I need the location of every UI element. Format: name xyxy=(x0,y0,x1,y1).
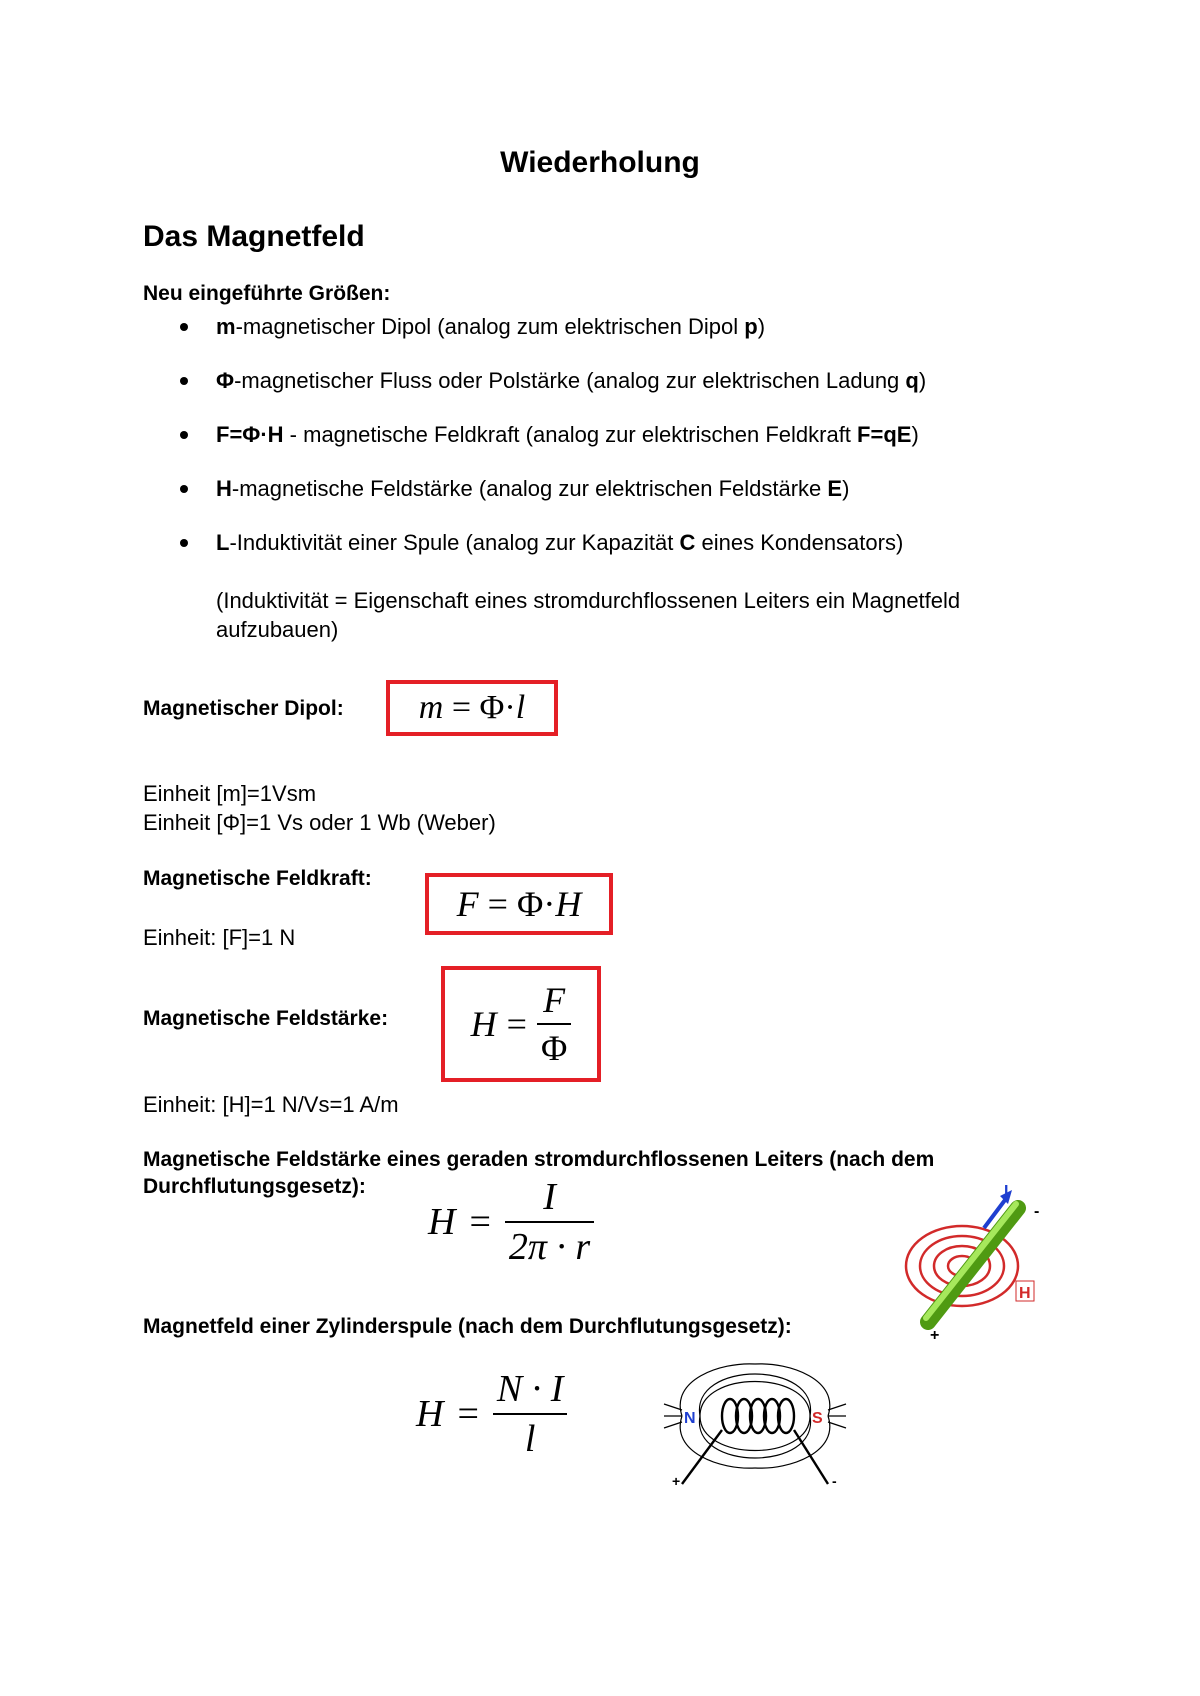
formula-symbol: Φ xyxy=(479,689,505,726)
formula-equals: = xyxy=(469,1201,491,1243)
list-item xyxy=(180,474,1080,503)
item-symbol: F=Φ·H xyxy=(216,422,284,447)
list-item xyxy=(180,528,1080,557)
list-item xyxy=(180,420,1080,449)
fraction-numerator: I xyxy=(543,1176,556,1218)
formula-fraction xyxy=(505,1175,594,1269)
inductance-note: (Induktivität = Eigenschaft eines stromdurchflossenen Leiters ein Magnetfeld aufzubauen) xyxy=(216,588,961,642)
item-analog: q xyxy=(905,368,919,393)
bullet-icon xyxy=(180,377,188,385)
bullet-icon xyxy=(180,431,188,439)
solenoid-figure xyxy=(660,1360,850,1488)
plus-sign: + xyxy=(672,1473,681,1488)
fraction-denominator: Φ xyxy=(540,1028,568,1068)
formula-symbol: l xyxy=(515,689,526,726)
strength-unit: Einheit: [H]=1 N/Vs=1 A/m xyxy=(143,1092,399,1117)
item-symbol: L xyxy=(216,530,230,555)
dipole-unit-m: Einheit [m]=1Vsm xyxy=(143,781,317,806)
bullet-icon xyxy=(180,323,188,331)
formula-equals: = xyxy=(457,1393,479,1435)
formula-symbol: H xyxy=(416,1393,444,1435)
straight-conductor-figure xyxy=(900,1180,1060,1340)
formula-symbol: H xyxy=(428,1201,456,1243)
plus-sign: + xyxy=(930,1327,940,1340)
minus-sign: - xyxy=(832,1473,837,1488)
item-symbol: m xyxy=(216,314,236,339)
intro-label: Neu eingeführte Größen: xyxy=(143,282,391,305)
page-title: Wiederholung xyxy=(500,146,700,179)
item-text: -magnetischer Fluss oder Polstärke (analog zur elektrischen Ladung xyxy=(234,368,906,393)
item-tail: eines Kondensators) xyxy=(695,530,904,555)
formula-symbol: Φ xyxy=(516,884,544,924)
force-formula-box xyxy=(425,873,613,935)
bullet-icon xyxy=(180,539,188,547)
dipole-unit-phi: Einheit [Φ]=1 Vs oder 1 Wb (Weber) xyxy=(143,810,496,835)
formula-symbol: H xyxy=(555,884,582,924)
quantity-list xyxy=(180,312,1080,582)
conductor-formula xyxy=(428,1172,594,1272)
current-label: I xyxy=(1004,1183,1009,1200)
dipole-formula-box xyxy=(386,680,558,736)
north-pole-label: N xyxy=(684,1410,696,1427)
dipole-label: Magnetischer Dipol: xyxy=(143,697,344,720)
formula-symbol: H xyxy=(470,1004,497,1044)
bullet-icon xyxy=(180,485,188,493)
item-tail: ) xyxy=(757,314,766,339)
formula-equals: = xyxy=(487,884,508,924)
formula-operator: · xyxy=(543,884,556,924)
formula-fraction xyxy=(537,979,571,1069)
item-text: - magnetische Feldkraft (analog zur elektrischen Feldkraft xyxy=(283,422,858,447)
item-text: -magnetischer Dipol (analog zum elektrischen Dipol xyxy=(235,314,745,339)
item-text: -magnetische Feldstärke (analog zur elektrischen Feldstärke xyxy=(231,476,828,501)
fraction-denominator: 2π · r xyxy=(508,1226,591,1268)
item-analog: p xyxy=(744,314,758,339)
section-heading: Das Magnetfeld xyxy=(143,220,365,253)
solenoid-formula xyxy=(416,1362,567,1466)
solenoid-label: Magnetfeld einer Zylinderspule (nach dem Durchflutungsgesetz): xyxy=(143,1315,792,1338)
conductor-label: Magnetische Feldstärke eines geraden stromdurchflossenen Leiters (nach dem Durchflutungsgesetz): xyxy=(143,1148,935,1198)
item-analog: F=qE xyxy=(857,422,912,447)
formula-fraction xyxy=(493,1367,568,1461)
force-unit: Einheit: [F]=1 N xyxy=(143,925,296,950)
formula-symbol: F xyxy=(456,884,479,924)
formula-equals: = xyxy=(451,689,472,726)
item-analog: E xyxy=(827,476,843,501)
item-tail: ) xyxy=(918,368,927,393)
strength-label: Magnetische Feldstärke: xyxy=(143,1007,389,1030)
list-item xyxy=(180,366,1080,395)
strength-formula-box xyxy=(441,966,601,1082)
minus-sign: - xyxy=(1034,1203,1040,1220)
item-text: -Induktivität einer Spule (analog zur Kapazität xyxy=(229,530,680,555)
force-label: Magnetische Feldkraft: xyxy=(143,867,372,890)
field-label: H xyxy=(1019,1285,1031,1302)
formula-symbol: m xyxy=(418,689,444,726)
item-symbol: Φ xyxy=(216,368,235,393)
list-item xyxy=(180,312,1080,341)
item-analog: C xyxy=(679,530,696,555)
item-tail: ) xyxy=(911,422,919,447)
fraction-numerator: F xyxy=(543,980,566,1020)
formula-equals: = xyxy=(506,1004,527,1044)
coil-windings-icon xyxy=(682,1399,828,1484)
fraction-denominator: l xyxy=(524,1418,536,1460)
south-pole-label: S xyxy=(812,1410,823,1427)
item-tail: ) xyxy=(842,476,850,501)
item-symbol: H xyxy=(216,476,232,501)
formula-operator: · xyxy=(504,689,516,726)
fraction-numerator: N · I xyxy=(496,1368,564,1410)
